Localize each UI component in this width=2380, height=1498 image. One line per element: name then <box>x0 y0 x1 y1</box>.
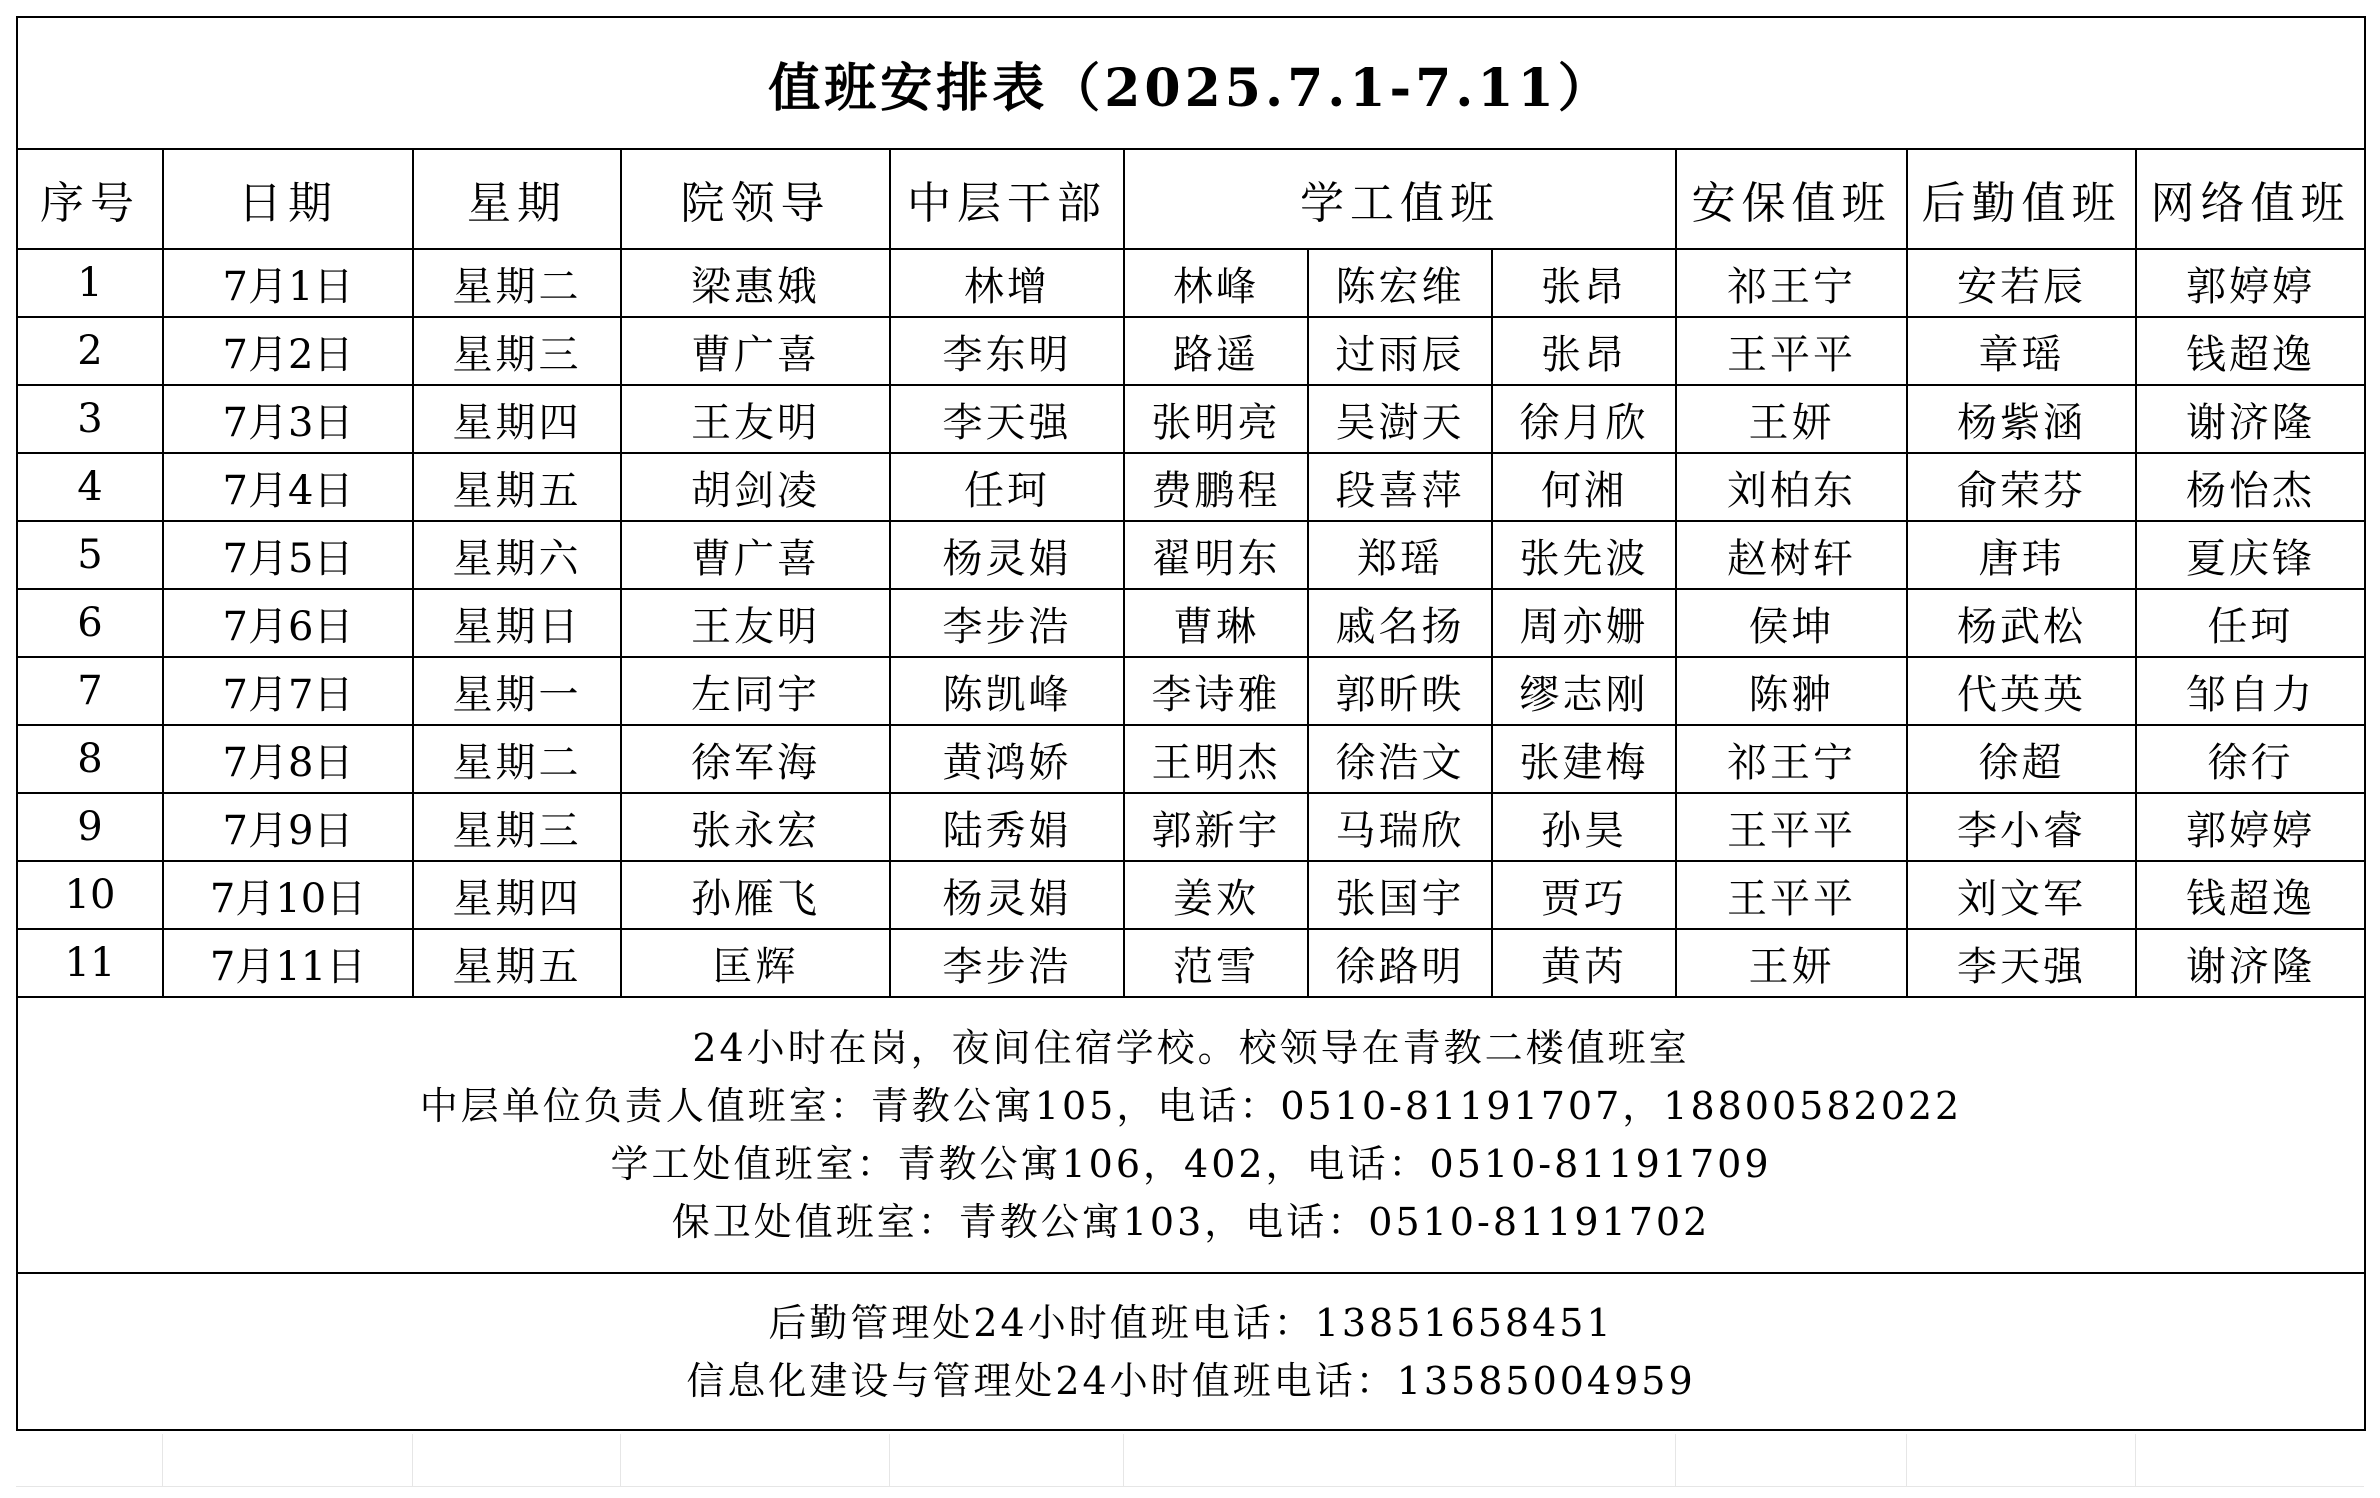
cell-mid-cadre: 李天强 <box>890 385 1124 453</box>
header-mid-cadre: 中层干部 <box>890 149 1124 249</box>
cell-network: 钱超逸 <box>2136 861 2365 929</box>
cell-student-duty-3: 何湘 <box>1492 453 1676 521</box>
cell-student-duty-2: 郑瑶 <box>1308 521 1492 589</box>
cell-logistics: 安若辰 <box>1907 249 2136 317</box>
cell-student-duty-1: 路遥 <box>1124 317 1308 385</box>
notes-row <box>17 997 2365 1273</box>
cell-date: 7月4日 <box>163 453 413 521</box>
cell-network: 谢济隆 <box>2136 929 2365 997</box>
cell-no: 10 <box>17 861 163 929</box>
cell-student-duty-3: 张昂 <box>1492 317 1676 385</box>
cell-network: 郭婷婷 <box>2136 793 2365 861</box>
cell-weekday: 星期五 <box>413 929 621 997</box>
cell-weekday: 星期四 <box>413 385 621 453</box>
table-row <box>17 657 2365 725</box>
cell-student-duty-3: 张先波 <box>1492 521 1676 589</box>
cell-weekday: 星期二 <box>413 725 621 793</box>
cell-student-duty-1: 张明亮 <box>1124 385 1308 453</box>
cell-weekday: 星期六 <box>413 521 621 589</box>
cell-mid-cadre: 李东明 <box>890 317 1124 385</box>
cell-logistics: 徐超 <box>1907 725 2136 793</box>
cell-no: 8 <box>17 725 163 793</box>
cell-logistics: 杨紫涵 <box>1907 385 2136 453</box>
cell-no: 9 <box>17 793 163 861</box>
cell-date: 7月9日 <box>163 793 413 861</box>
header-no: 序号 <box>17 149 163 249</box>
cell-student-duty-1: 翟明东 <box>1124 521 1308 589</box>
cell-mid-cadre: 任珂 <box>890 453 1124 521</box>
table-row <box>17 385 2365 453</box>
cell-logistics: 代英英 <box>1907 657 2136 725</box>
note-line: 中层单位负责人值班室：青教公寓105，电话：0510-81191707，18800582022 <box>419 1084 1963 1128</box>
cell-mid-cadre: 黄鸿娇 <box>890 725 1124 793</box>
cell-student-duty-3: 周亦姗 <box>1492 589 1676 657</box>
duty-schedule-table <box>16 16 2366 1431</box>
cell-leader: 张永宏 <box>621 793 890 861</box>
cell-network: 邹自力 <box>2136 657 2365 725</box>
cell-student-duty-2: 徐路明 <box>1308 929 1492 997</box>
cell-student-duty-1: 姜欢 <box>1124 861 1308 929</box>
cell-network: 郭婷婷 <box>2136 249 2365 317</box>
contact-line: 信息化建设与管理处24小时值班电话：13585004959 <box>686 1358 1696 1403</box>
cell-network: 钱超逸 <box>2136 317 2365 385</box>
table-row <box>17 249 2365 317</box>
cell-date: 7月11日 <box>163 929 413 997</box>
cell-leader: 曹广喜 <box>621 317 890 385</box>
background-gridlines <box>16 1434 2364 1487</box>
cell-date: 7月8日 <box>163 725 413 793</box>
cell-weekday: 星期四 <box>413 861 621 929</box>
cell-no: 1 <box>17 249 163 317</box>
cell-student-duty-2: 郭昕昳 <box>1308 657 1492 725</box>
cell-student-duty-1: 曹琳 <box>1124 589 1308 657</box>
cell-logistics: 章瑶 <box>1907 317 2136 385</box>
cell-mid-cadre: 杨灵娟 <box>890 521 1124 589</box>
cell-no: 7 <box>17 657 163 725</box>
header-row <box>17 149 2365 249</box>
cell-student-duty-2: 段喜萍 <box>1308 453 1492 521</box>
cell-no: 5 <box>17 521 163 589</box>
cell-no: 11 <box>17 929 163 997</box>
cell-logistics: 唐玮 <box>1907 521 2136 589</box>
cell-leader: 左同宇 <box>621 657 890 725</box>
page-title: 值班安排表（2025.7.1-7.11） <box>17 17 2365 149</box>
cell-weekday: 星期三 <box>413 317 621 385</box>
cell-leader: 曹广喜 <box>621 521 890 589</box>
cell-no: 4 <box>17 453 163 521</box>
cell-weekday: 星期二 <box>413 249 621 317</box>
cell-student-duty-3: 徐月欣 <box>1492 385 1676 453</box>
cell-date: 7月10日 <box>163 861 413 929</box>
header-leader: 院领导 <box>621 149 890 249</box>
cell-date: 7月1日 <box>163 249 413 317</box>
cell-no: 6 <box>17 589 163 657</box>
cell-network: 杨怡杰 <box>2136 453 2365 521</box>
cell-network: 夏庆锋 <box>2136 521 2365 589</box>
cell-security: 侯坤 <box>1676 589 1907 657</box>
cell-student-duty-3: 贾巧 <box>1492 861 1676 929</box>
cell-student-duty-1: 范雪 <box>1124 929 1308 997</box>
table-row <box>17 793 2365 861</box>
cell-logistics: 李天强 <box>1907 929 2136 997</box>
cell-mid-cadre: 李步浩 <box>890 929 1124 997</box>
table-row <box>17 453 2365 521</box>
hotline-contacts <box>17 1273 2365 1430</box>
cell-security: 王妍 <box>1676 385 1907 453</box>
cell-leader: 徐军海 <box>621 725 890 793</box>
table-row <box>17 861 2365 929</box>
cell-weekday: 星期一 <box>413 657 621 725</box>
cell-date: 7月6日 <box>163 589 413 657</box>
cell-weekday: 星期日 <box>413 589 621 657</box>
cell-mid-cadre: 陈凯峰 <box>890 657 1124 725</box>
cell-student-duty-3: 缪志刚 <box>1492 657 1676 725</box>
header-date: 日期 <box>163 149 413 249</box>
cell-network: 徐行 <box>2136 725 2365 793</box>
cell-student-duty-3: 张昂 <box>1492 249 1676 317</box>
note-line: 保卫处值班室：青教公寓103，电话：0510-81191702 <box>671 1200 1711 1244</box>
cell-student-duty-1: 费鹏程 <box>1124 453 1308 521</box>
cell-logistics: 俞荣芬 <box>1907 453 2136 521</box>
cell-mid-cadre: 李步浩 <box>890 589 1124 657</box>
cell-leader: 孙雁飞 <box>621 861 890 929</box>
cell-student-duty-1: 林峰 <box>1124 249 1308 317</box>
cell-student-duty-1: 王明杰 <box>1124 725 1308 793</box>
cell-student-duty-2: 戚名扬 <box>1308 589 1492 657</box>
header-weekday: 星期 <box>413 149 621 249</box>
cell-logistics: 李小睿 <box>1907 793 2136 861</box>
header-student-affairs: 学工值班 <box>1124 149 1676 249</box>
cell-security: 祁王宁 <box>1676 725 1907 793</box>
cell-security: 王平平 <box>1676 861 1907 929</box>
cell-mid-cadre: 陆秀娟 <box>890 793 1124 861</box>
cell-student-duty-2: 马瑞欣 <box>1308 793 1492 861</box>
cell-student-duty-2: 陈宏维 <box>1308 249 1492 317</box>
duty-room-notes <box>17 997 2365 1273</box>
note-line: 24小时在岗，夜间住宿学校。校领导在青教二楼值班室 <box>692 1026 1690 1070</box>
table-row <box>17 929 2365 997</box>
cell-weekday: 星期三 <box>413 793 621 861</box>
cell-student-duty-3: 孙昊 <box>1492 793 1676 861</box>
cell-network: 谢济隆 <box>2136 385 2365 453</box>
cell-network: 任珂 <box>2136 589 2365 657</box>
cell-student-duty-3: 张建梅 <box>1492 725 1676 793</box>
cell-security: 赵树轩 <box>1676 521 1907 589</box>
cell-security: 王平平 <box>1676 317 1907 385</box>
cell-mid-cadre: 杨灵娟 <box>890 861 1124 929</box>
cell-security: 王平平 <box>1676 793 1907 861</box>
cell-no: 3 <box>17 385 163 453</box>
cell-student-duty-1: 李诗雅 <box>1124 657 1308 725</box>
table-row <box>17 521 2365 589</box>
table-row <box>17 589 2365 657</box>
cell-security: 祁王宁 <box>1676 249 1907 317</box>
header-network: 网络值班 <box>2136 149 2365 249</box>
cell-no: 2 <box>17 317 163 385</box>
cell-leader: 梁惠娥 <box>621 249 890 317</box>
header-logistics: 后勤值班 <box>1907 149 2136 249</box>
cell-weekday: 星期五 <box>413 453 621 521</box>
cell-student-duty-3: 黄芮 <box>1492 929 1676 997</box>
cell-security: 刘柏东 <box>1676 453 1907 521</box>
contacts-row <box>17 1273 2365 1430</box>
cell-date: 7月7日 <box>163 657 413 725</box>
cell-date: 7月2日 <box>163 317 413 385</box>
cell-student-duty-1: 郭新宇 <box>1124 793 1308 861</box>
cell-student-duty-2: 吴澍天 <box>1308 385 1492 453</box>
cell-logistics: 刘文军 <box>1907 861 2136 929</box>
cell-leader: 王友明 <box>621 385 890 453</box>
cell-leader: 匡辉 <box>621 929 890 997</box>
cell-mid-cadre: 林增 <box>890 249 1124 317</box>
cell-student-duty-2: 过雨辰 <box>1308 317 1492 385</box>
cell-security: 陈翀 <box>1676 657 1907 725</box>
cell-security: 王妍 <box>1676 929 1907 997</box>
cell-date: 7月5日 <box>163 521 413 589</box>
cell-logistics: 杨武松 <box>1907 589 2136 657</box>
table-row <box>17 725 2365 793</box>
contact-line: 后勤管理处24小时值班电话：13851658451 <box>768 1300 1614 1345</box>
cell-leader: 胡剑凌 <box>621 453 890 521</box>
cell-date: 7月3日 <box>163 385 413 453</box>
note-line: 学工处值班室：青教公寓106，402，电话：0510-81191709 <box>610 1142 1772 1186</box>
header-security: 安保值班 <box>1676 149 1907 249</box>
table-row <box>17 317 2365 385</box>
cell-student-duty-2: 张国宇 <box>1308 861 1492 929</box>
cell-student-duty-2: 徐浩文 <box>1308 725 1492 793</box>
cell-leader: 王友明 <box>621 589 890 657</box>
